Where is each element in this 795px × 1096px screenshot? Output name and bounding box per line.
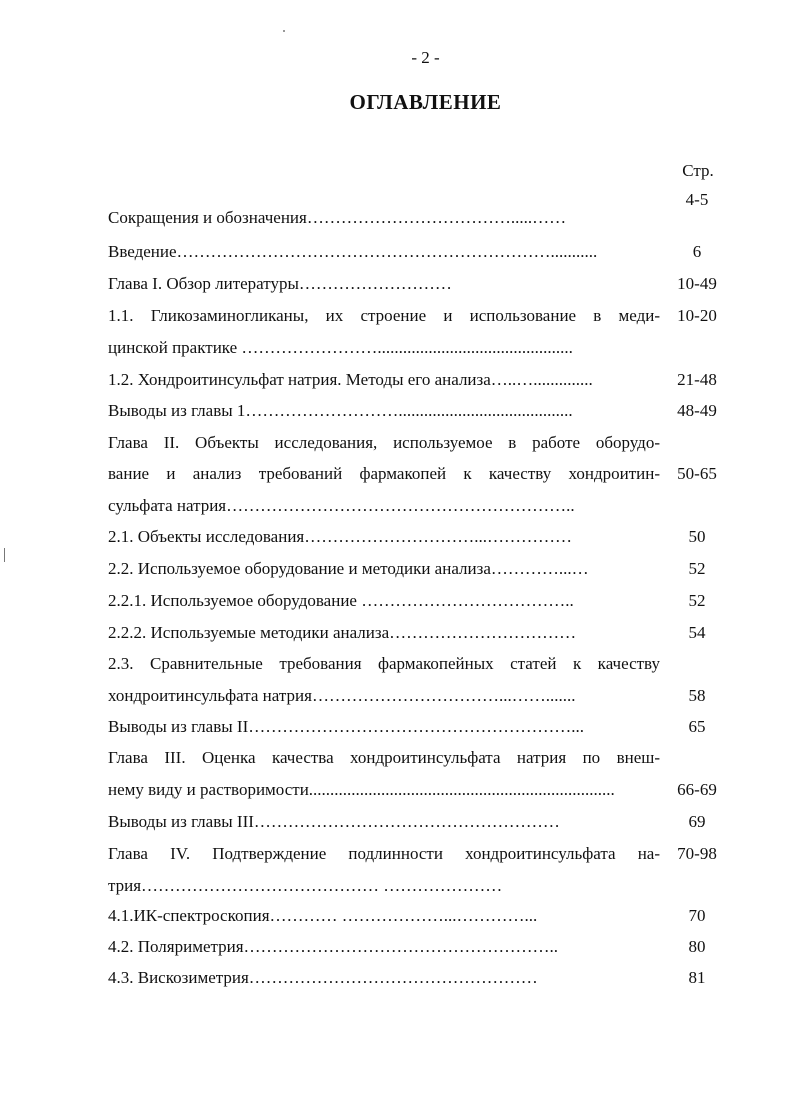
toc-entry-conclusions-2: Выводы из главы II…………………………………………………... <box>108 717 584 736</box>
toc-entry-chapter-4-line2: трия…………………………………… ………………… <box>108 876 503 895</box>
toc-entry-chapter-3-line1: Глава III. Оценка качества хондроитинсульфата натрия по внеш- <box>108 748 660 767</box>
toc-entry-2-2-1: 2.2.1. Используемое оборудование ……………………………….. <box>108 591 574 610</box>
toc-entry-2-3-line2: хондроитинсульфата натрия……………………………...……....... <box>108 686 576 705</box>
toc-page-1-2: 21-48 <box>677 370 717 389</box>
toc-page-2-2-2: 54 <box>688 623 706 642</box>
toc-entry-2-2: 2.2. Используемое оборудование и методики анализа…………...… <box>108 559 589 578</box>
toc-page-chapter-4: 70-98 <box>677 844 717 863</box>
toc-page-conclusions-1: 48-49 <box>677 401 717 420</box>
page-column-header: Стр. <box>682 161 714 180</box>
toc-page-conclusions-2: 65 <box>688 717 706 736</box>
toc-entry-chapter-2-line3: сульфата натрия…………………………………………………….. <box>108 496 575 515</box>
toc-page-1-1: 10-20 <box>677 306 717 325</box>
toc-entry-abbreviations: Сокращения и обозначения……………………………….....…… <box>108 208 567 227</box>
toc-entry-1-1-line2: цинской практике …………………….............................................. <box>108 338 573 357</box>
toc-page-4-3: 81 <box>688 968 706 987</box>
page-number: - 2 - <box>411 48 440 67</box>
toc-page-2-1: 50 <box>688 527 706 546</box>
toc-page-2-2: 52 <box>688 559 706 578</box>
toc-entry-introduction: Введение…………………………………………………………........... <box>108 242 598 261</box>
toc-page-abbreviations: 4-5 <box>685 190 709 209</box>
toc-entry-2-2-2: 2.2.2. Используемые методики анализа…………………………… <box>108 623 577 642</box>
toc-entry-4-1: 4.1.ИК-спектроскопия………… ………………...…………... <box>108 906 538 925</box>
toc-entry-chapter-2-line2: вание и анализ требований фармакопей к качеству хондроитин- <box>108 464 660 483</box>
toc-page-conclusions-3: 69 <box>688 812 706 831</box>
toc-entry-1-1-line1: 1.1. Гликозаминогликаны, их строение и использование в меди- <box>108 306 660 325</box>
toc-entry-conclusions-1: Выводы из главы 1………………………......................................... <box>108 401 573 420</box>
toc-entry-4-2: 4.2. Поляриметрия……………………………………………….. <box>108 937 559 956</box>
toc-page-4-2: 80 <box>688 937 706 956</box>
toc-page-2-2-1: 52 <box>688 591 706 610</box>
toc-entry-4-3: 4.3. Вискозиметрия…………………………………………… <box>108 968 538 987</box>
scan-speck <box>283 30 285 32</box>
toc-entry-chapter-3-line2: нему виду и растворимости........................................................................ <box>108 780 615 799</box>
toc-entry-2-1: 2.1. Объекты исследования…………………………...…………… <box>108 527 572 546</box>
toc-page-chapter-3: 66-69 <box>677 780 717 799</box>
toc-page-2-3: 58 <box>688 686 706 705</box>
toc-page-chapter-1: 10-49 <box>677 274 717 293</box>
toc-entry-chapter-1: Глава I. Обзор литературы……………………… <box>108 274 452 293</box>
scan-edge-mark <box>4 548 5 562</box>
toc-page-introduction: 6 <box>692 242 702 261</box>
toc-entry-chapter-4-line1: Глава IV. Подтверждение подлинности хондроитинсульфата на- <box>108 844 660 863</box>
page-title: ОГЛАВЛЕНИЕ <box>349 90 502 114</box>
toc-entry-2-3-line1: 2.3. Сравнительные требования фармакопейных статей к качеству <box>108 654 660 673</box>
toc-page-4-1: 70 <box>688 906 706 925</box>
toc-entry-1-2: 1.2. Хондроитинсульфат натрия. Методы его анализа…..….............. <box>108 370 593 389</box>
toc-entry-chapter-2-line1: Глава II. Объекты исследования, используемое в работе оборудо- <box>108 433 660 452</box>
toc-entry-conclusions-3: Выводы из главы III……………………………………………… <box>108 812 560 831</box>
toc-page-chapter-2: 50-65 <box>677 464 717 483</box>
